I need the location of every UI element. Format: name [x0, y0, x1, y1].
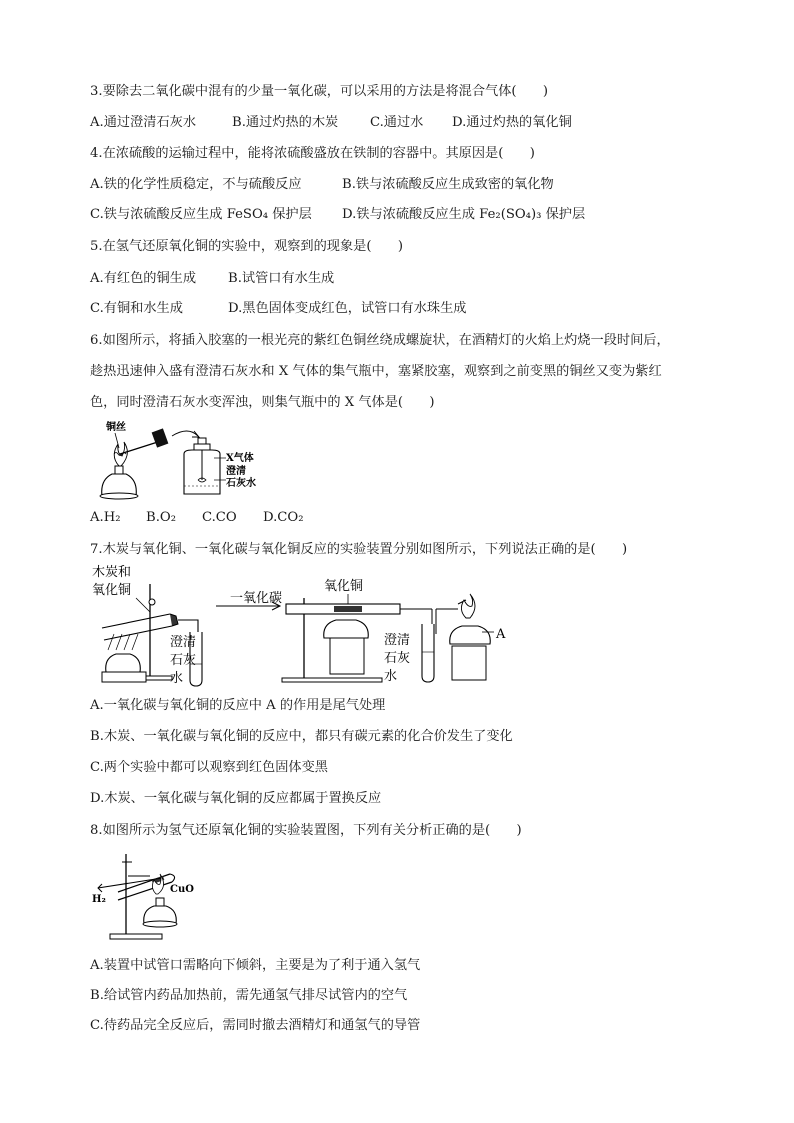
question-7-stem: 7.木炭与氧化铜、一氧化碳与氧化铜反应的实验装置分别如图所示，下列说法正确的是( ) — [90, 542, 628, 557]
question-4-stem: 4.在浓硫酸的运输过程中，能将浓硫酸盛放在铁制的容器中。其原因是( ) — [90, 146, 535, 161]
q8-option-b: B.给试管内药品加热前，需先通氢气排尽试管内的空气 — [90, 988, 408, 1003]
q4-option-a: A.铁的化学性质稳定，不与硫酸反应 — [90, 177, 302, 192]
q5-option-b: B.试管口有水生成 — [228, 271, 335, 286]
co-label: 一氧化碳 — [230, 591, 283, 606]
spirit-lamp-icon — [324, 620, 369, 638]
q3-option-d: D.通过灼热的氧化铜 — [452, 115, 572, 130]
q3-option-c: C.通过水 — [370, 115, 424, 130]
question-8-stem: 8.如图所示为氢气还原氧化铜的实验装置图，下列有关分析正确的是( ) — [90, 823, 522, 838]
carbon-co-reduction-figure — [86, 560, 516, 688]
copper-wire-label: 铜丝 — [106, 422, 126, 433]
q8-option-a: A.装置中试管口需略向下倾斜，主要是为了利于通入氢气 — [90, 958, 421, 973]
question-6-stem-line-3: 色，同时澄清石灰水变浑浊，则集气瓶中的 X 气体是( ) — [90, 395, 435, 410]
q4-option-b: B.铁与浓硫酸反应生成致密的氧化物 — [342, 177, 554, 192]
charcoal-label-1: 木炭和 — [92, 565, 132, 580]
limewater-a-label-3: 水 — [170, 671, 184, 686]
copper-wire-jar-figure — [88, 418, 278, 502]
limewater-b-label-1: 澄清 — [384, 633, 411, 648]
q8-option-c: C.待药品完全反应后，需同时撤去酒精灯和通氢气的导管 — [90, 1018, 421, 1033]
q5-option-c: C.有铜和水生成 — [90, 301, 183, 316]
spirit-lamp-icon — [106, 654, 141, 672]
q5-option-a: A.有红色的铜生成 — [90, 271, 197, 286]
cuo-label: 氧化铜 — [324, 579, 364, 594]
flame-icon — [152, 874, 163, 894]
q4-option-c: C.铁与浓硫酸反应生成 FeSO₄ 保护层 — [90, 207, 312, 222]
q3-option-a: A.通过澄清石灰水 — [90, 115, 197, 130]
question-5-stem: 5.在氢气还原氧化铜的实验中，观察到的现象是( ) — [90, 239, 403, 254]
q7-option-b: B.木炭、一氧化碳与氧化铜的反应中，都只有碳元素的化合价发生了变化 — [90, 729, 513, 744]
q7-option-a: A.一氧化碳与氧化铜的反应中 A 的作用是尾气处理 — [90, 698, 386, 713]
q6-option-a: A.H₂ — [90, 510, 121, 525]
limewater-a-label-1: 澄清 — [170, 635, 197, 650]
q7-option-c: C.两个实验中都可以观察到红色固体变黑 — [90, 760, 328, 775]
q6-option-c: C.CO — [202, 510, 237, 525]
question-6-stem-line-2: 趁热迅速伸入盛有澄清石灰水和 X 气体的集气瓶中，塞紧胶塞，观察到之前变黑的铜丝又变为紫红 — [90, 364, 662, 379]
h2-label: H₂ — [92, 894, 106, 905]
q7-option-d: D.木炭、一氧化碳与氧化铜的反应都属于置换反应 — [90, 791, 382, 806]
point-a-label: A — [496, 627, 506, 642]
limewater-b-label-3: 水 — [384, 669, 398, 684]
q6-option-d: D.CO₂ — [263, 510, 304, 525]
charcoal-label-2: 氧化铜 — [92, 583, 132, 598]
limewater-label-2: 石灰水 — [226, 478, 256, 489]
q6-option-b: B.O₂ — [146, 510, 176, 525]
question-6-stem-line-1: 6.如图所示，将插入胶塞的一根光亮的紫红色铜丝绕成螺旋状，在酒精灯的火焰上灼烧一段时间后， — [90, 333, 670, 348]
spirit-lamp-icon — [450, 626, 491, 644]
cuo-label: CuO — [170, 884, 194, 895]
limewater-label-1: 澄清 — [226, 466, 246, 477]
limewater-a-label-2: 石灰 — [170, 653, 197, 668]
test-tube-icon — [422, 624, 434, 682]
question-3-stem: 3.要除去二氧化碳中混有的少量一氧化碳，可以采用的方法是将混合气体( ) — [90, 84, 549, 99]
hydrogen-reduction-figure — [88, 848, 208, 944]
q4-option-d: D.铁与浓硫酸反应生成 Fe₂(SO₄)₃ 保护层 — [342, 207, 586, 222]
q3-option-b: B.通过灼热的木炭 — [232, 115, 339, 130]
x-gas-label: X气体 — [226, 453, 254, 464]
q5-option-d: D.黑色固体变成红色，试管口有水珠生成 — [228, 301, 467, 316]
limewater-b-label-2: 石灰 — [384, 651, 411, 666]
flame-icon — [461, 594, 475, 618]
rubber-stopper-icon — [152, 428, 169, 447]
